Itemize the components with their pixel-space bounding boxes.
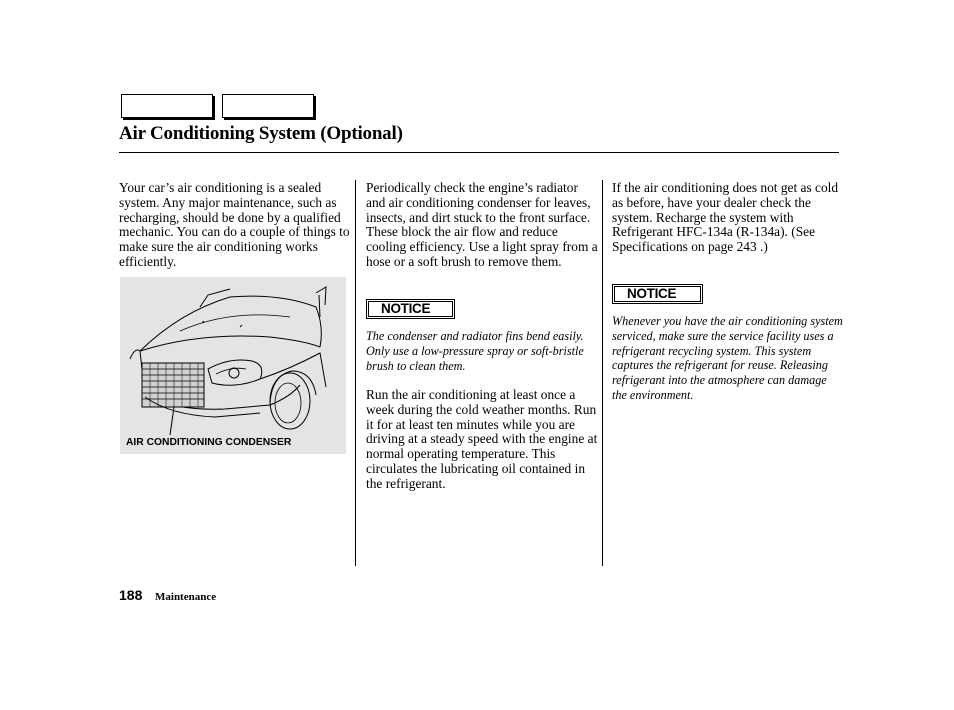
nav-button-previous[interactable] [121, 94, 213, 118]
section-name: Maintenance [155, 591, 217, 603]
column-divider-2 [602, 180, 603, 566]
notice-label [366, 299, 455, 319]
notice-label-text: NOTICE [627, 286, 677, 301]
notice-text: The condenser and radiator fins bend easily. Only use a low-pressure spray or soft-bristle brush to clean them. [366, 329, 584, 373]
column-divider-1 [355, 180, 356, 566]
notice-label-text: NOTICE [381, 301, 431, 316]
title-divider [119, 152, 839, 153]
notice-label [612, 284, 703, 304]
condenser-illustration [120, 277, 346, 454]
intro-paragraph: Your car’s air conditioning is a sealed system. Any major maintenance, such as recharging, should be done by a qualified mechanic. You can do a couple of things to make sure the air conditioning works efficiently. [119, 180, 350, 269]
notice-text: Whenever you have the air conditioning system serviced, make sure the service facility uses a refrigerant recycling system. This system captures the refrigerant for reuse. Releasing refrigerant into the atmosphere can damage the environment. [612, 314, 843, 402]
recharge-paragraph: If the air conditioning does not get as cold as before, have your dealer check the system. Recharge the system with Refrigerant HFC-134a (R-134a). (See Specifications on page 243 .) [612, 180, 839, 255]
run-ac-paragraph: Run the air conditioning at least once a week during the cold weather months. Run it for at least ten minutes while you are driving at a steady speed with the engine at normal operating temperature. This circulates the lubricating oil contained in the refrigerant. [366, 387, 598, 491]
nav-button-next[interactable] [222, 94, 314, 118]
page-number: 188 [119, 587, 143, 603]
check-condenser-paragraph: Periodically check the engine’s radiator and air conditioning condenser for leaves, insects, and dirt stuck to the front surface. These block the air flow and reduce cooling efficiency. Use a light spray from a hose or a soft brush to remove them. [366, 180, 598, 269]
page-title: Air Conditioning System (Optional) [119, 123, 403, 144]
car-front-drawing [120, 277, 346, 454]
figure-caption: AIR CONDITIONING CONDENSER [126, 437, 292, 448]
